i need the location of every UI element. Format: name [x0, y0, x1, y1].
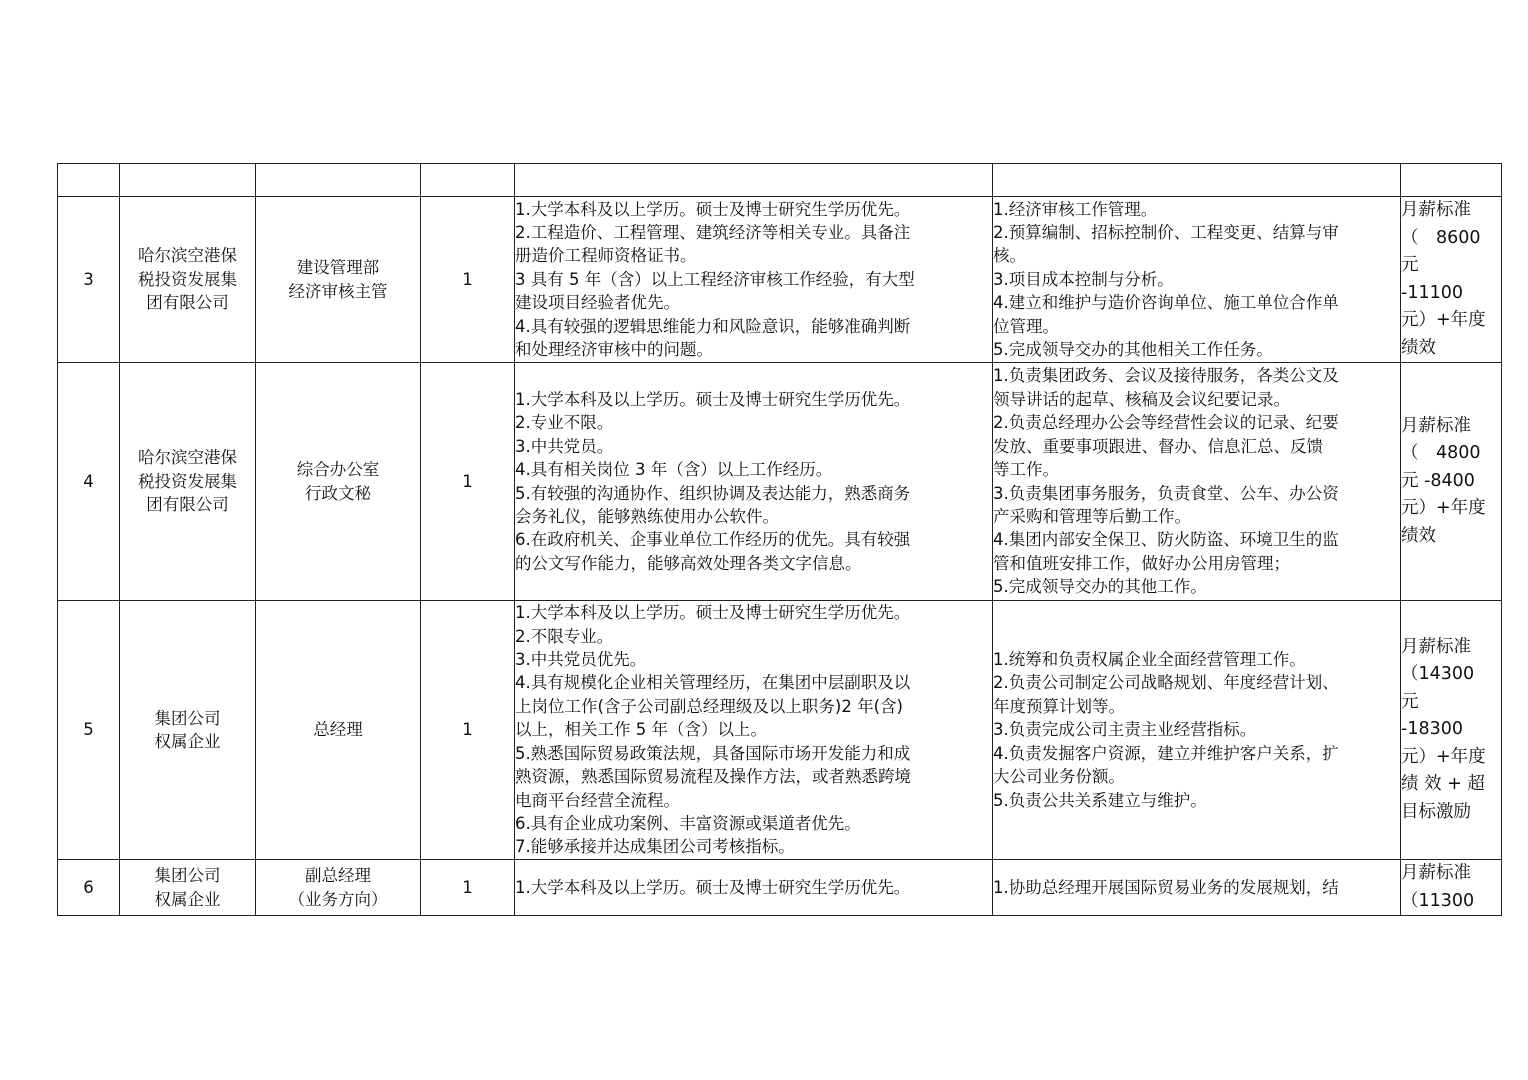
company-cell: [120, 601, 256, 860]
duty-line: 2.负责总经理办公会等经营性会议的记录、纪要: [993, 413, 1339, 433]
salary-cell: [1401, 860, 1502, 916]
requirement-line: 上岗位工作(含子公司副总经理级及以上职务)2 年(含): [515, 696, 903, 716]
position-line: 总经理: [313, 720, 363, 740]
salary-line: 元: [1401, 691, 1419, 712]
duty-line: 3.负责集团事务服务，负责食堂、公车、办公资: [993, 483, 1339, 503]
salary-cell: [1401, 363, 1502, 601]
headcount-cell: 1: [421, 197, 515, 363]
duty-line: 5.负责公共关系建立与维护。: [993, 790, 1207, 810]
duty-line: 年度预算计划等。: [993, 696, 1125, 716]
position-cell: [256, 363, 421, 601]
requirement-line: 2.专业不限。: [515, 413, 614, 433]
position-cell: [256, 601, 421, 860]
requirement-line: 5.有较强的沟通协作、组织协调及表达能力，熟悉商务: [515, 483, 911, 503]
salary-line: 元 -8400: [1401, 470, 1475, 491]
table-row: [58, 197, 1502, 363]
duty-line: 5.完成领导交办的其他工作。: [993, 577, 1207, 597]
requirements-cell: [515, 601, 993, 860]
table-row: [58, 860, 1502, 916]
requirement-line: 和处理经济审核中的问题。: [515, 340, 713, 360]
requirement-line: 的公文写作能力，能够高效处理各类文字信息。: [515, 553, 862, 573]
duties-cell: [993, 860, 1401, 916]
salary-line: 绩效: [1401, 337, 1436, 358]
position-line: 经济审核主管: [288, 281, 388, 301]
requirement-line: 6.具有企业成功案例、丰富资源或渠道者优先。: [515, 813, 861, 833]
salary-line: 绩 效 + 超: [1401, 774, 1485, 795]
salary-line: 月薪标准: [1401, 863, 1471, 883]
headcount-cell: 1: [421, 601, 515, 860]
position-line: 综合办公室: [296, 460, 380, 480]
salary-line: 元）+年度: [1401, 746, 1486, 767]
duty-line: 位管理。: [993, 316, 1059, 336]
salary-line: -11100: [1401, 282, 1463, 303]
blank-cell: [256, 164, 421, 197]
blank-cell: [993, 164, 1401, 197]
requirement-line: 2.不限专业。: [515, 626, 614, 646]
row-number: 6: [58, 860, 120, 916]
position-line: （业务方向）: [288, 889, 388, 909]
requirement-line: 会务礼仪，能够熟练使用办公软件。: [515, 506, 779, 526]
row-number: 5: [58, 601, 120, 860]
requirement-line: 1.大学本科及以上学历。硕士及博士研究生学历优先。: [515, 877, 911, 897]
company-cell: [120, 860, 256, 916]
position-cell: [256, 197, 421, 363]
table-row: [58, 363, 1502, 601]
company-line: 团有限公司: [146, 495, 229, 515]
requirement-line: 2.工程造价、工程管理、建筑经济等相关专业。具备注: [515, 222, 911, 242]
requirement-line: 1.大学本科及以上学历。硕士及博士研究生学历优先。: [515, 199, 911, 219]
requirement-line: 4.具有较强的逻辑思维能力和风险意识，能够准确判断: [515, 316, 911, 336]
duties-cell: [993, 197, 1401, 363]
company-line: 权属企业: [154, 889, 221, 909]
duty-line: 1.负责集团政务、会议及接待服务，各类公文及: [993, 366, 1339, 386]
duty-line: 4.集团内部安全保卫、防火防盗、环境卫生的监: [993, 530, 1339, 550]
duty-line: 等工作。: [993, 460, 1059, 480]
requirement-line: 3.中共党员。: [515, 436, 614, 456]
company-line: 权属企业: [154, 732, 221, 751]
position-line: 行政文秘: [305, 483, 371, 503]
duty-line: 管和值班安排工作，做好办公用房管理；: [993, 553, 1290, 573]
company-line: 集团公司: [154, 866, 221, 886]
duty-line: 2.负责公司制定公司战略规划、年度经营计划、: [993, 673, 1339, 693]
blank-cell: [515, 164, 993, 197]
requirement-line: 5.熟悉国际贸易政策法规，具备国际市场开发能力和成: [515, 743, 911, 763]
table-row: [58, 601, 1502, 860]
company-line: 集团公司: [154, 708, 221, 728]
requirement-line: 7.能够承接并达成集团公司考核指标。: [515, 837, 795, 857]
company-line: 税投资发展集: [138, 471, 237, 491]
duty-line: 4.负责发掘客户资源，建立并维护客户关系，扩: [993, 743, 1339, 763]
salary-line: 月薪标准: [1401, 636, 1471, 657]
duty-line: 4.建立和维护与造价咨询单位、施工单位合作单: [993, 293, 1339, 313]
row-number: 4: [58, 363, 120, 601]
requirement-line: 以上，相关工作 5 年（含）以上。: [515, 720, 767, 740]
requirement-line: 册造价工程师资格证书。: [515, 246, 697, 266]
requirement-line: 6.在政府机关、企事业单位工作经历的优先。具有较强: [515, 530, 911, 550]
duty-line: 1.经济审核工作管理。: [993, 199, 1158, 219]
requirements-cell: [515, 197, 993, 363]
duty-line: 领导讲话的起草、核稿及会议纪要记录。: [993, 389, 1290, 409]
salary-line: （14300: [1401, 664, 1475, 685]
salary-line: （ 8600: [1401, 227, 1481, 248]
duty-line: 2.预算编制、招标控制价、工程变更、结算与审: [993, 222, 1339, 242]
requirement-line: 建设项目经验者优先。: [515, 293, 680, 313]
company-cell: [120, 363, 256, 601]
duty-line: 1.协助总经理开展国际贸易业务的发展规划，结: [993, 877, 1339, 897]
duty-line: 产采购和管理等后勤工作。: [993, 506, 1191, 526]
requirement-line: 4.具有相关岗位 3 年（含）以上工作经历。: [515, 460, 833, 480]
headcount-cell: 1: [421, 363, 515, 601]
table-header-row-blank: [58, 164, 1502, 197]
duty-line: 1.统筹和负责权属企业全面经营管理工作。: [993, 650, 1306, 670]
duty-line: 3.项目成本控制与分析。: [993, 269, 1174, 289]
salary-line: 元）+年度: [1401, 310, 1486, 330]
position-cell: [256, 860, 421, 916]
row-number: 3: [58, 197, 120, 363]
blank-cell: [1401, 164, 1502, 197]
requirements-cell: [515, 860, 993, 916]
blank-cell: [421, 164, 515, 197]
company-line: 哈尔滨空港保: [138, 448, 237, 468]
duties-cell: [993, 601, 1401, 860]
salary-cell: [1401, 197, 1502, 363]
salary-line: 元）+年度: [1401, 498, 1486, 519]
requirement-line: 熟资源，熟悉国际贸易流程及操作方法，或者熟悉跨境: [515, 767, 911, 787]
duty-line: 5.完成领导交办的其他相关工作任务。: [993, 340, 1273, 360]
blank-cell: [120, 164, 256, 197]
requirement-line: 3.中共党员优先。: [515, 650, 647, 670]
duty-line: 发放、重要事项跟进、督办、信息汇总、反馈: [993, 436, 1323, 456]
salary-cell: [1401, 601, 1502, 860]
job-table: [57, 163, 1502, 916]
salary-line: 目标激励: [1401, 801, 1471, 822]
position-line: 建设管理部: [296, 258, 380, 278]
salary-line: 月薪标准: [1401, 200, 1471, 220]
salary-line: 元: [1401, 255, 1419, 275]
salary-line: 月薪标准: [1401, 415, 1471, 436]
position-line: 副总经理: [305, 866, 371, 886]
blank-cell: [58, 164, 120, 197]
requirement-line: 4.具有规模化企业相关管理经历，在集团中层副职及以: [515, 673, 911, 693]
company-line: 税投资发展集: [138, 269, 237, 289]
duty-line: 大公司业务份额。: [993, 767, 1125, 787]
requirement-line: 3 具有 5 年（含）以上工程经济审核工作经验，有大型: [515, 269, 915, 289]
company-line: 哈尔滨空港保: [138, 246, 237, 266]
job-table-container: [57, 163, 1501, 916]
company-cell: [120, 197, 256, 363]
requirements-cell: [515, 363, 993, 601]
salary-line: （ 4800: [1401, 443, 1481, 464]
salary-line: （11300: [1401, 890, 1475, 911]
salary-line: 绩效: [1401, 525, 1436, 546]
requirement-line: 电商平台经营全流程。: [515, 790, 680, 810]
company-line: 团有限公司: [146, 293, 229, 313]
duties-cell: [993, 363, 1401, 601]
duty-line: 3.负责完成公司主责主业经营指标。: [993, 720, 1257, 740]
duty-line: 核。: [993, 246, 1026, 266]
requirement-line: 1.大学本科及以上学历。硕士及博士研究生学历优先。: [515, 603, 911, 623]
salary-line: -18300: [1401, 719, 1463, 740]
headcount-cell: 1: [421, 860, 515, 916]
requirement-line: 1.大学本科及以上学历。硕士及博士研究生学历优先。: [515, 389, 911, 409]
